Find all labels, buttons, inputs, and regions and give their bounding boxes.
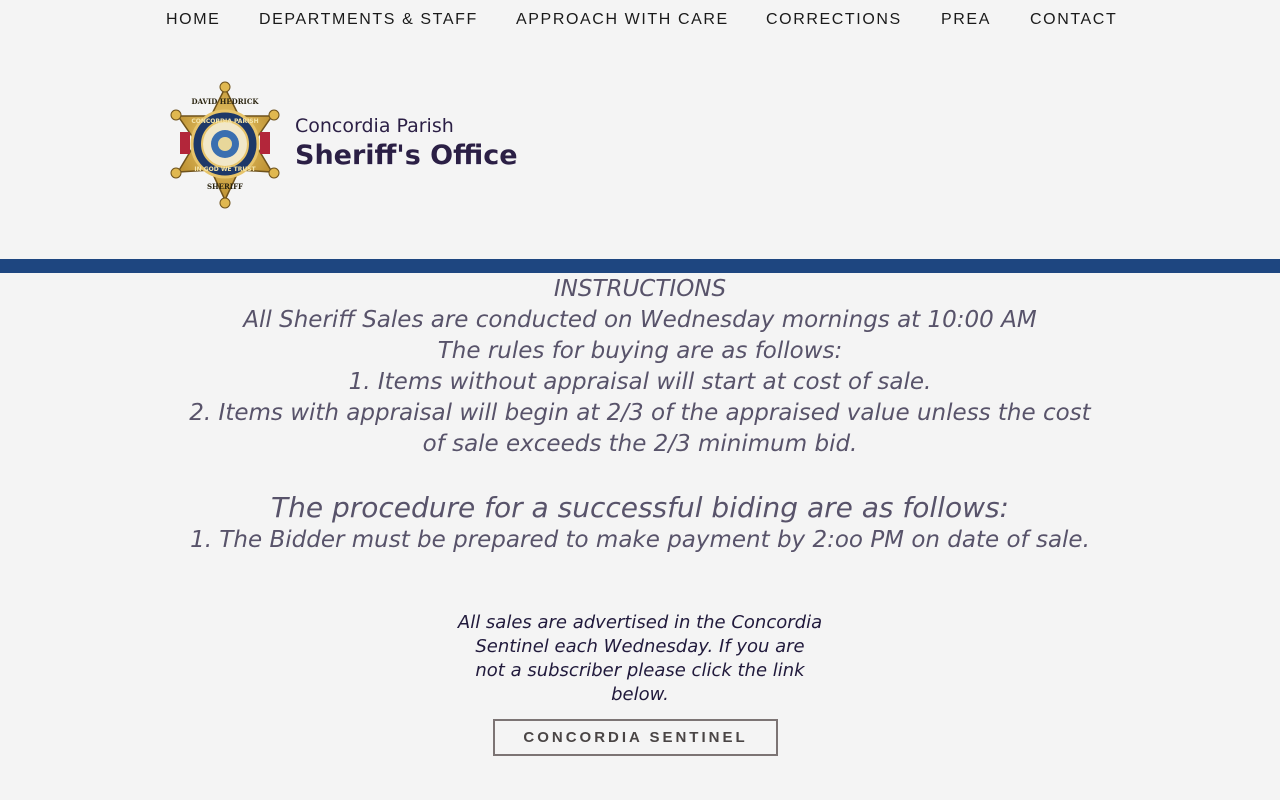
concordia-sentinel-button[interactable]: CONCORDIA SENTINEL: [493, 719, 778, 756]
advertisement-note: [440, 611, 840, 707]
instructions-heading: INSTRUCTIONS: [553, 276, 727, 302]
nav-prea[interactable]: PREA: [941, 11, 991, 28]
brand-title: Sheriff's Office: [295, 140, 518, 171]
instructions-line: 2. Items with appraisal will begin at 2/3 of the appraised value unless the cost: [189, 400, 1091, 426]
advert-line: All sales are advertised in the Concordia: [457, 612, 823, 633]
sheriff-star-icon: [166, 80, 284, 210]
top-navigation: [0, 0, 1280, 42]
instructions-line: of sale exceeds the 2/3 minimum bid.: [422, 431, 858, 457]
procedure-step: 1. The Bidder must be prepared to make payment by 2:oo PM on date of sale.: [190, 527, 1090, 553]
brand-subtitle: Concordia Parish: [295, 115, 454, 137]
advert-line: below.: [611, 684, 669, 705]
advert-line: not a subscriber please click the link: [475, 660, 805, 681]
nav-home[interactable]: HOME: [166, 11, 221, 28]
instructions-block: [140, 274, 1140, 460]
instructions-line: The rules for buying are as follows:: [437, 338, 843, 364]
instructions-line: All Sheriff Sales are conducted on Wednesday mornings at 10:00 AM: [243, 307, 1037, 333]
svg-text:DAVID HEDRICK: DAVID HEDRICK: [191, 97, 259, 106]
svg-text:SHERIFF: SHERIFF: [206, 182, 244, 191]
sheriff-badge-logo[interactable]: [166, 80, 284, 210]
nav-contact[interactable]: CONTACT: [1030, 11, 1118, 28]
procedure-heading: The procedure for a successful biding are as follows:: [270, 491, 1009, 524]
nav-approach-with-care[interactable]: APPROACH WITH CARE: [516, 11, 729, 28]
nav-departments-staff[interactable]: DEPARTMENTS & STAFF: [259, 11, 478, 28]
header-divider-bar: [0, 259, 1280, 273]
advert-line: Sentinel each Wednesday. If you are: [475, 636, 805, 657]
svg-text:IN GOD WE TRUST: IN GOD WE TRUST: [194, 166, 256, 173]
instructions-line: 1. Items without appraisal will start at cost of sale.: [348, 369, 932, 395]
svg-text:CONCORDIA PARISH: CONCORDIA PARISH: [191, 118, 259, 125]
nav-corrections[interactable]: CORRECTIONS: [766, 11, 902, 28]
